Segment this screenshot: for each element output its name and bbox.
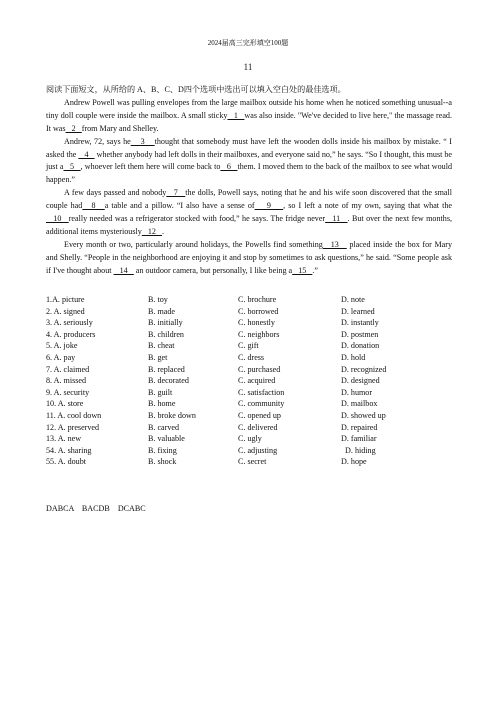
options-list (46, 295, 456, 469)
passage-text: .” (312, 265, 319, 275)
option-choice: C. ugly (238, 434, 262, 444)
passage-text: , so I left a note of my own, saying that what the (283, 201, 453, 211)
passage-text: A few days passed and nobody (64, 188, 167, 198)
option-choice: B. toy (148, 295, 168, 304)
option-choice: 5. A. joke (46, 341, 78, 351)
option-choice: D. hiding (341, 445, 376, 455)
blank-number: 2 (65, 123, 82, 133)
option-choice: 2. A. signed (46, 306, 85, 316)
option-choice: D. instantly (341, 318, 379, 328)
option-choice: D. repaired (341, 422, 378, 432)
passage-text: from Mary and Shelley. (81, 123, 159, 133)
option-choice: D. note (341, 295, 365, 304)
option-row (46, 353, 456, 365)
option-choice: 1.A. picture (46, 295, 85, 304)
option-row (46, 446, 456, 458)
passage-text: Every month or two, particularly around holidays, the Powells find something (64, 239, 323, 249)
option-choice: 8. A. missed (46, 376, 87, 386)
blank-number: 9 (254, 201, 284, 211)
option-choice: 3. A. seriously (46, 318, 93, 328)
option-choice: B. guilt (148, 387, 173, 397)
passage-paragraph (46, 239, 452, 278)
option-choice: D. hope (341, 457, 367, 467)
option-choice: 10. A. store (46, 399, 84, 409)
passage-text: whether anybody had left dolls in their mailboxes, and everyone said no,” he says. “So I thought, this must be just a (46, 149, 453, 172)
passage-paragraph (46, 136, 452, 188)
page-number: 11 (243, 62, 253, 72)
option-choice: 54. A. sharing (46, 445, 92, 455)
option-row (46, 318, 456, 330)
passage-text: Andrew, 72, says he (64, 136, 131, 146)
option-choice: C. dress (238, 352, 265, 362)
instruction-text: 阅读下面短文，从所给的 A、B、C、D四个选项中选出可以填入空白处的最佳选项。 (46, 85, 346, 94)
passage-paragraph (46, 187, 452, 239)
option-choice: B. fixing (148, 445, 177, 455)
option-row (46, 388, 456, 400)
option-choice: 13. A. new (46, 434, 82, 444)
option-choice: 7. A. claimed (46, 364, 90, 374)
blank-number: 1 (227, 110, 245, 120)
option-choice: C. secret (238, 457, 267, 467)
option-choice: B. replaced (148, 364, 185, 374)
option-row (46, 434, 456, 446)
option-choice: C. honestly (238, 318, 275, 328)
option-choice: C. acquired (238, 376, 276, 386)
passage-paragraph (46, 97, 452, 136)
passage-text: , whoever left them here will come back to (80, 162, 221, 172)
blank-number: 15 (292, 265, 313, 275)
answer-key: DABCA BACDB DCABC (46, 504, 146, 513)
blank-number: 3 (130, 136, 155, 146)
passage-body (46, 84, 452, 278)
option-choice: B. get (148, 352, 168, 362)
passage-text: a table and a pillow. “I also have a sense of (104, 201, 255, 211)
option-choice: D. donation (341, 341, 380, 351)
option-row (46, 376, 456, 388)
option-choice: D. showed up (341, 410, 386, 420)
blank-number: 11 (325, 214, 348, 224)
blank-number: 4 (78, 149, 95, 159)
option-choice: C. neighbors (238, 329, 280, 339)
option-choice: C. adjusting (238, 445, 278, 455)
passage-text: thought that somebody must have left the wooden dolls inside his mailbox by mistake. “ I asked the (46, 136, 452, 159)
blank-number: 7 (166, 188, 186, 198)
option-row (46, 423, 456, 435)
passage-text: was also inside. "We've decided to live here," the massage read. It was (46, 110, 452, 133)
option-choice: B. broke down (148, 410, 196, 420)
blank-number: 10 (46, 214, 69, 224)
option-choice: D. recognized (341, 364, 387, 374)
option-row (46, 330, 456, 342)
option-row (46, 307, 456, 319)
option-choice: B. valuable (148, 434, 185, 444)
option-choice: 6. A. pay (46, 352, 76, 362)
passage-text: . (162, 226, 165, 236)
option-choice: 4. A. producers (46, 329, 96, 339)
option-row (46, 295, 456, 307)
option-choice: B. shock (148, 457, 177, 467)
option-choice: C. gift (238, 341, 259, 351)
option-choice: 11. A. cool down (46, 410, 102, 420)
option-choice: B. initially (148, 318, 183, 328)
option-choice: D. humor (341, 387, 373, 397)
option-choice: D. designed (341, 376, 380, 386)
passage-text: the dolls, Powell says, noting that he and his wife soon discovered that the small couple had (46, 188, 453, 211)
option-row (46, 365, 456, 377)
option-choice: C. opened up (238, 410, 281, 420)
passage-text: placed inside the box for Mary and Shelly. “People in the neighborhood are enjoying it and stop by sometimes to ask questions,” he said. “Some people ask if I've thought about (46, 239, 453, 275)
option-choice: B. cheat (148, 341, 175, 351)
option-choice: D. hold (341, 352, 366, 362)
blank-number: 13 (322, 239, 347, 249)
blank-number: 6 (220, 162, 238, 172)
option-choice: C. borrowed (238, 306, 279, 316)
option-choice: D. postmen (341, 329, 379, 339)
blank-number: 5 (63, 162, 81, 172)
option-row (46, 399, 456, 411)
passage-text: . But over the next few months, additional items mysteriously (46, 214, 452, 236)
option-choice: D. mailbox (341, 399, 378, 409)
option-choice: D. learned (341, 306, 375, 316)
passage-text: them. I moved them to the back of the mailbox to see what would happen.” (46, 162, 453, 185)
passage-text: really needed was a refrigerator stocked with food,” he says. The fridge never (68, 214, 326, 224)
blank-number: 8 (82, 201, 105, 211)
option-choice: C. brochure (238, 295, 277, 304)
option-choice: C. satisfaction (238, 387, 285, 397)
document-header: 2024届高三完形填空100题 (207, 39, 289, 47)
blank-number: 12 (141, 226, 162, 236)
option-choice: B. carved (148, 422, 180, 432)
option-choice: C. delivered (238, 422, 278, 432)
option-choice: C. purchased (238, 364, 281, 374)
option-choice: D. familiar (341, 434, 377, 444)
passage-text: an outdoor camera, but personally, I like being a (133, 265, 293, 275)
option-row (46, 411, 456, 423)
option-choice: B. home (148, 399, 176, 409)
option-choice: 55. A. doubt (46, 457, 87, 467)
option-row (46, 457, 456, 469)
passage-text: Andrew Powell was pulling envelopes from the large mailbox outside his home when he noticed something unusual--a tiny doll couple were inside the mailbox. A small sticky (46, 97, 452, 120)
option-choice: 12. A. preserved (46, 422, 100, 432)
option-choice: B. children (148, 329, 184, 339)
blank-number: 14 (113, 265, 134, 275)
option-choice: B. made (148, 306, 175, 316)
passage (46, 97, 452, 278)
option-row (46, 341, 456, 353)
option-choice: B. decorated (148, 376, 189, 386)
option-choice: C. community (238, 399, 285, 409)
option-choice: 9. A. security (46, 387, 90, 397)
